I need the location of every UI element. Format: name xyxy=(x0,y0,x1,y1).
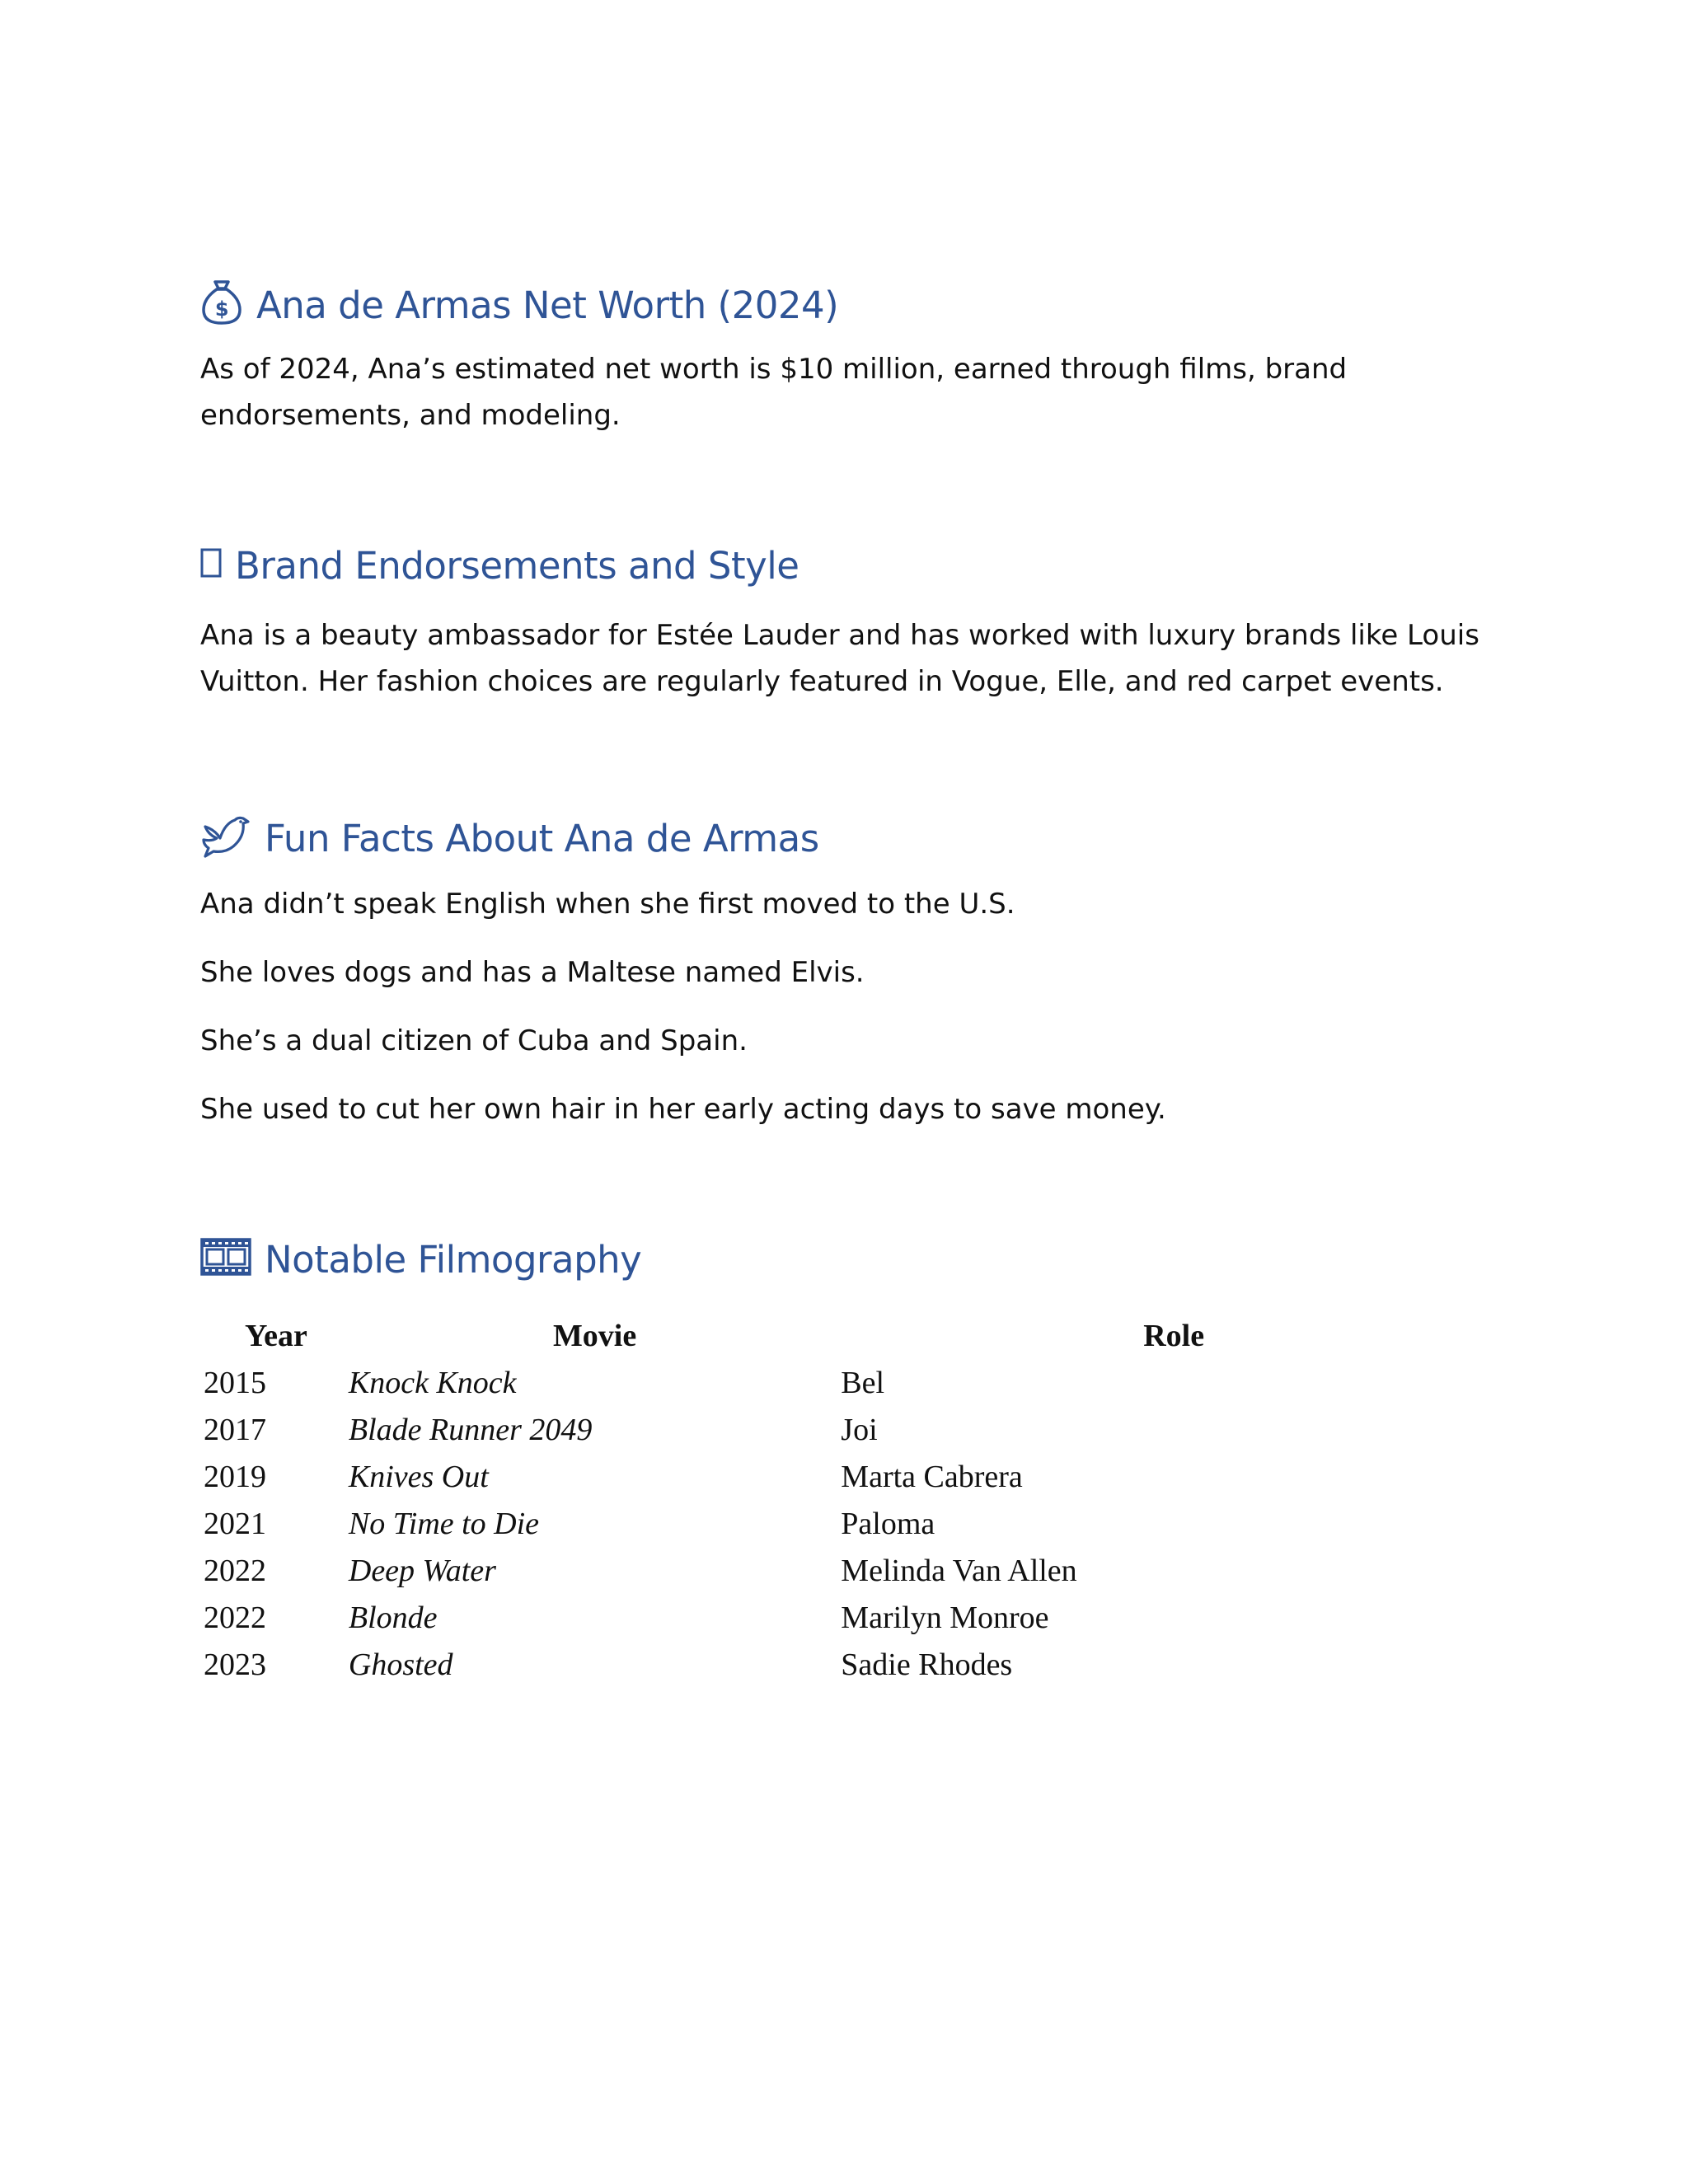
role-cell: Joi xyxy=(841,1412,878,1447)
column-header-year: Year xyxy=(244,1319,307,1353)
net-worth-heading-text: Ana de Armas Net Worth (2024) xyxy=(256,284,839,327)
table-row xyxy=(200,1500,1688,1547)
table-row xyxy=(200,1453,1688,1500)
role-cell: Melinda Van Allen xyxy=(841,1553,1077,1588)
table-row xyxy=(200,1547,1688,1594)
role-cell: Paloma xyxy=(841,1506,935,1541)
movie-cell: Deep Water xyxy=(348,1553,496,1588)
fact-item: She loves dogs and has a Maltese named Elvis. xyxy=(200,956,865,989)
table-row xyxy=(200,1594,1688,1641)
net-worth-heading xyxy=(200,279,838,332)
movie-cell: Knock Knock xyxy=(348,1365,517,1400)
fact-item: She used to cut her own hair in her early acting days to save money. xyxy=(200,1093,1166,1126)
film-strip-icon xyxy=(200,1238,251,1282)
filmography-heading-text: Notable Filmography xyxy=(265,1238,642,1282)
missing-glyph-box-icon xyxy=(200,546,222,585)
movie-cell: No Time to Die xyxy=(348,1506,540,1541)
table-row xyxy=(200,1406,1688,1453)
column-header-role: Role xyxy=(1143,1319,1205,1353)
brand-paragraph: Ana is a beauty ambassador for Estée Lauder and has worked with luxury brands like Louis Vuitton. Her fashion choices are regularly featured in Vogue, Elle, and red carpet events. xyxy=(200,619,1479,698)
filmography-heading xyxy=(200,1238,641,1282)
movie-cell: Ghosted xyxy=(348,1647,453,1682)
movie-cell: Blonde xyxy=(348,1600,438,1635)
role-cell: Marta Cabrera xyxy=(841,1459,1023,1494)
filmography-table xyxy=(200,1313,1688,1688)
svg-text:$: $ xyxy=(214,298,229,321)
fact-item: Ana didn’t speak English when she first moved to the U.S. xyxy=(200,888,1015,921)
year-cell: 2023 xyxy=(204,1647,266,1682)
fact-item: She’s a dual citizen of Cuba and Spain. xyxy=(200,1024,748,1057)
dove-icon xyxy=(200,812,251,865)
column-header-movie: Movie xyxy=(552,1319,637,1353)
year-cell: 2015 xyxy=(204,1365,266,1400)
money-bag-icon xyxy=(200,279,243,332)
year-cell: 2022 xyxy=(204,1553,266,1588)
role-cell: Bel xyxy=(841,1365,885,1400)
movie-cell: Blade Runner 2049 xyxy=(348,1412,593,1447)
role-cell: Marilyn Monroe xyxy=(841,1600,1049,1635)
fun-facts-heading-text: Fun Facts About Ana de Armas xyxy=(265,817,819,860)
movie-cell: Knives Out xyxy=(348,1459,489,1494)
table-header-row xyxy=(200,1313,1688,1359)
brand-heading-text: Brand Endorsements and Style xyxy=(235,544,799,588)
year-cell: 2017 xyxy=(204,1412,266,1447)
table-row xyxy=(200,1641,1688,1688)
table-row xyxy=(200,1359,1688,1406)
fun-facts-heading xyxy=(200,812,819,865)
role-cell: Sadie Rhodes xyxy=(841,1647,1013,1682)
year-cell: 2019 xyxy=(204,1459,266,1494)
year-cell: 2022 xyxy=(204,1600,266,1635)
year-cell: 2021 xyxy=(204,1506,266,1541)
brand-heading xyxy=(200,544,799,588)
net-worth-paragraph: As of 2024, Ana’s estimated net worth is $10 million, earned through films, brand endorsements, and modeling. xyxy=(200,353,1348,432)
